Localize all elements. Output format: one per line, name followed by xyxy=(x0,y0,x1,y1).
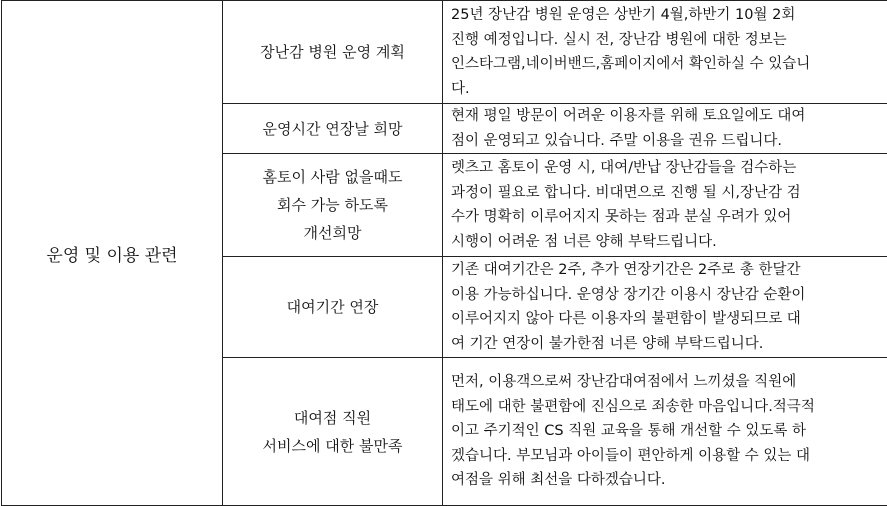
topic-cell xyxy=(223,154,443,257)
answer-line: 현재 평일 방문이 어려운 이용자를 위해 토요일에도 대여 xyxy=(451,108,806,124)
topic-cell xyxy=(223,257,443,358)
topic-text: 운영시간 연장날 희망 xyxy=(262,119,403,138)
answer-cell xyxy=(443,154,887,257)
topic-cell xyxy=(223,104,443,154)
answer-line: 수가 명확히 이루어지지 못하는 점과 분실 우려가 있어 xyxy=(451,209,792,225)
topic-cell xyxy=(223,358,443,506)
answer-line: 25년 장난감 병원 운영은 상반기 4월,하반기 10월 2회 xyxy=(451,7,796,23)
answer-line: 진행 예정입니다. 실시 전, 장난감 병원에 대한 정보는 xyxy=(451,31,787,48)
topic-text: 홈토이 사람 없을때도 xyxy=(262,168,403,186)
table-row xyxy=(2,1,887,104)
answer-cell xyxy=(443,358,887,506)
answer-cell xyxy=(443,1,887,104)
answer-line: 이용 가능하십니다. 운영상 장기간 이용시 장난감 순환이 xyxy=(451,286,806,303)
category-label: 운영 및 이용 관련 xyxy=(46,245,178,266)
faq-table xyxy=(1,0,887,506)
answer-line: 먼저, 이용객으로써 장난감대여점에서 느끼셨을 직원에 xyxy=(451,374,797,391)
topic-text: 대여점 직원 xyxy=(293,408,372,427)
answer-cell xyxy=(443,257,887,358)
topic-text: 대여기간 연장 xyxy=(286,298,379,316)
answer-line: 점이 운영되고 있습니다. 주말 이용을 권유 드립니다. xyxy=(451,132,783,149)
answer-line: 기존 대여기간은 2주, 추가 연장기간은 2주로 총 한달간 xyxy=(451,262,801,278)
topic-text: 개선희망 xyxy=(303,224,362,242)
answer-line: 이루어지지 않아 다른 이용자의 불편함이 발생되므로 대 xyxy=(451,311,801,327)
answer-line: 시행이 어려운 점 너른 양해 부탁드립니다. xyxy=(451,233,717,250)
answer-line: 이고 주기적인 CS 직원 교육을 통해 개선할 수 있도록 하 xyxy=(451,423,806,440)
category-cell xyxy=(2,1,223,506)
answer-line: 여점을 위해 최선을 다하겠습니다. xyxy=(451,472,666,489)
answer-line: 과정이 필요로 합니다. 비대면으로 진행 될 시,장난감 검 xyxy=(451,184,801,201)
answer-line: 여 기간 연장이 불가한점 너른 양해 부탁드립니다. xyxy=(451,335,764,352)
topic-text: 회수 가능 하도록 xyxy=(277,196,388,214)
topic-text: 서비스에 대한 불만족 xyxy=(262,436,403,455)
answer-line: 겠습니다. 부모님과 아이들이 편안하게 이용할 수 있는 대 xyxy=(451,447,811,464)
answer-line: 다. xyxy=(451,80,470,97)
topic-cell xyxy=(223,1,443,104)
answer-line: 태도에 대한 불편함에 진심으로 죄송한 마음입니다.적극적 xyxy=(451,398,815,415)
answer-line: 인스타그램,네이버밴드,홈페이지에서 확인하실 수 있습니 xyxy=(451,56,811,72)
answer-cell xyxy=(443,104,887,154)
topic-text: 장난감 병원 운영 계획 xyxy=(260,43,405,61)
answer-line: 렛츠고 홈토이 운영 시, 대여/반납 장난감들을 검수하는 xyxy=(451,160,797,176)
